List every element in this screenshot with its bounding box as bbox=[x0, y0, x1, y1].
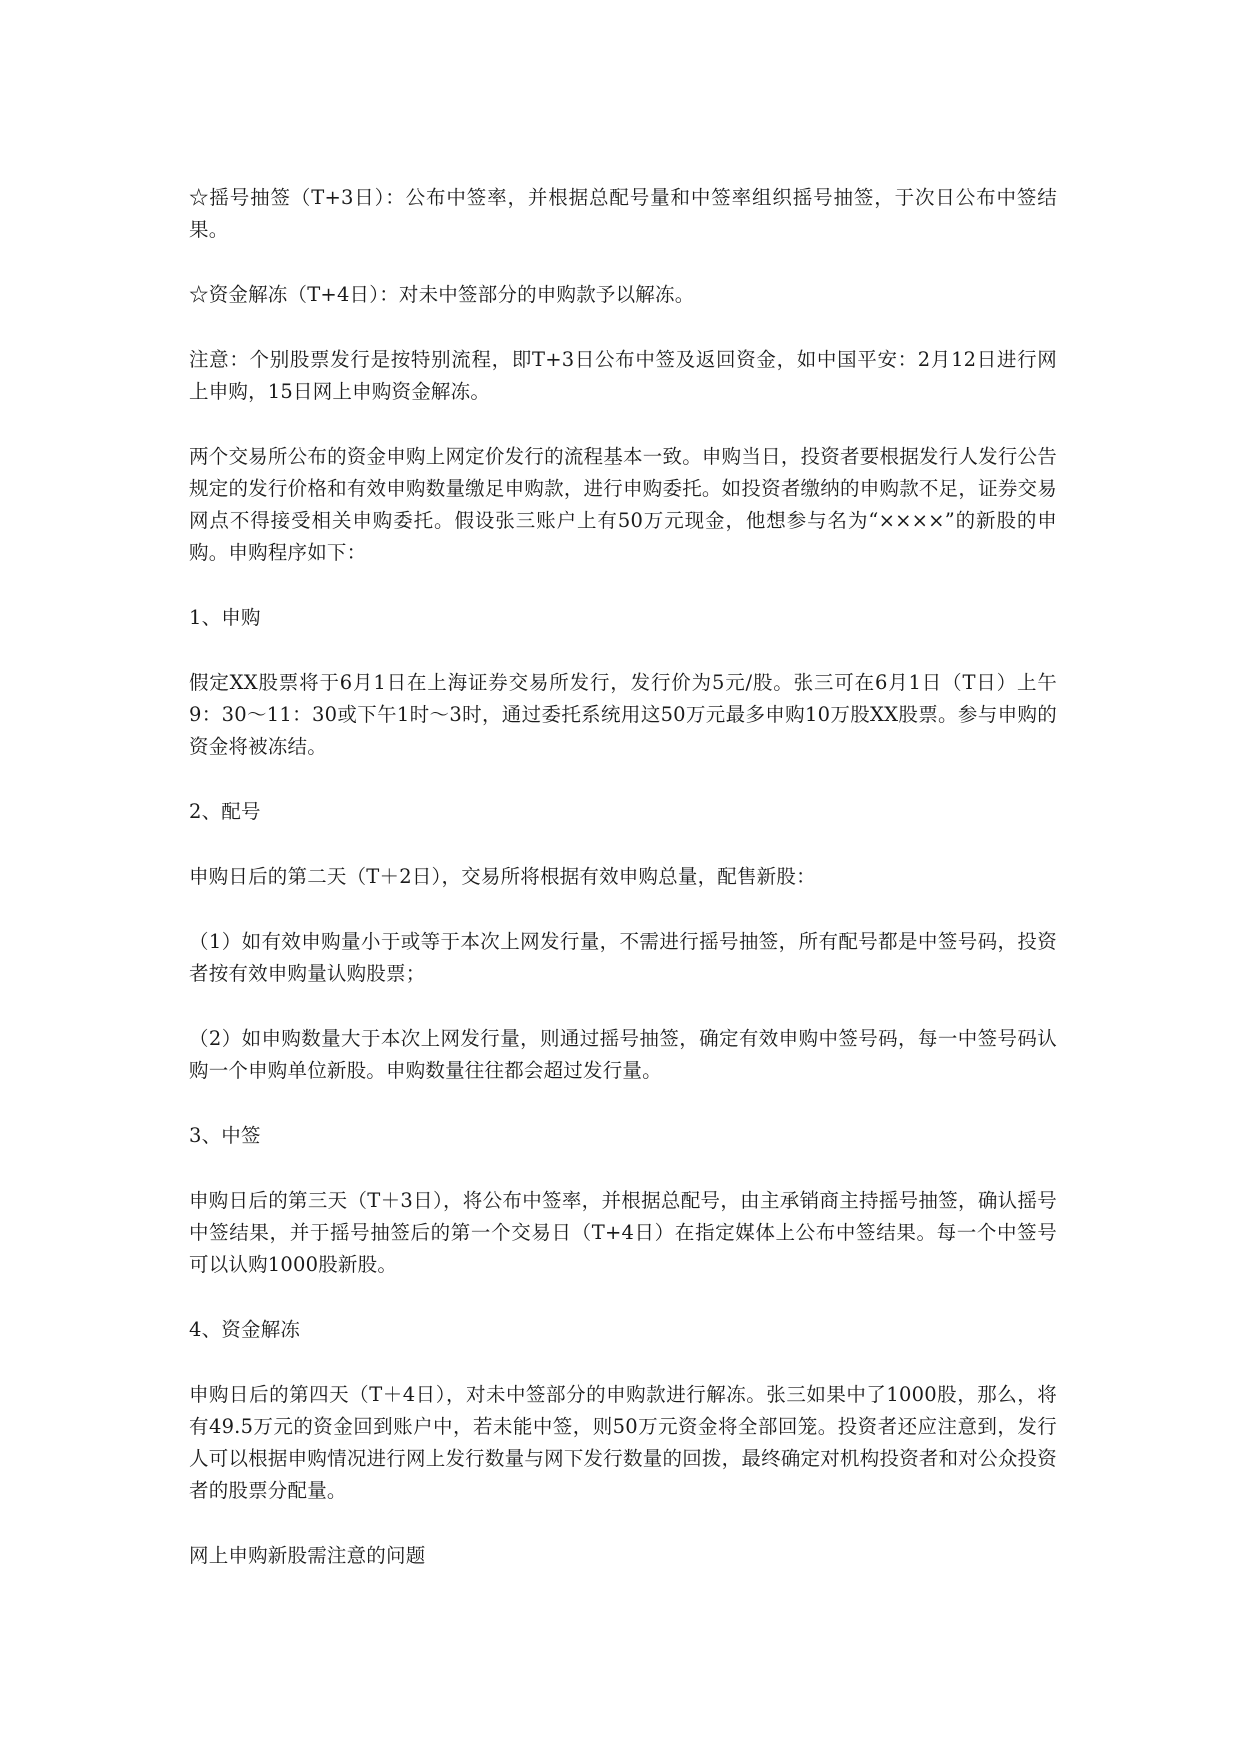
paragraph-subscribe-example: 假定XX股票将于6月1日在上海证券交易所发行，发行价为5元/股。张三可在6月1日（T日）上午9：30～11：30或下午1时～3时，通过委托系统用这50万元最多申购10万股XX股票。参与申购的资金将被冻结。 bbox=[189, 671, 1057, 758]
heading-allocation: 2、配号 bbox=[189, 800, 261, 823]
heading-subscribe: 1、申购 bbox=[189, 606, 261, 629]
paragraph-process-overview: 两个交易所公布的资金申购上网定价发行的流程基本一致。申购当日，投资者要根据发行人发行公告规定的发行价格和有效申购数量缴足申购款，进行申购委托。如投资者缴纳的申购款不足，证券交易网点不得接受相关申购委托。假设张三账户上有50万元现金，他想参与名为“××××”的新股的申购。申购程序如下： bbox=[189, 445, 1057, 564]
paragraph-allocation-case-1: （1）如有效申购量小于或等于本次上网发行量，不需进行摇号抽签，所有配号都是中签号码，投资者按有效申购量认购股票； bbox=[189, 930, 1057, 985]
paragraph-fund-unfreeze-detail: 申购日后的第四天（T＋4日），对未中签部分的申购款进行解冻。张三如果中了1000股，那么，将有49.5万元的资金回到账户中，若未能中签，则50万元资金将全部回笼。投资者还应注意到，发行人可以根据申购情况进行网上发行数量与网下发行数量的回拨，最终确定对机构投资者和对公众投资者的股票分配量。 bbox=[189, 1383, 1057, 1502]
paragraph-lottery-step: ☆摇号抽签（T+3日）：公布中签率，并根据总配号量和中签率组织摇号抽签，于次日公布中签结果。 bbox=[189, 186, 1057, 241]
heading-fund-unfreeze: 4、资金解冻 bbox=[189, 1318, 301, 1341]
paragraph-note: 注意：个别股票发行是按特别流程，即T+3日公布中签及返回资金，如中国平安：2月12日进行网上申购，15日网上申购资金解冻。 bbox=[189, 348, 1057, 403]
paragraph-allocation-intro: 申购日后的第二天（T＋2日），交易所将根据有效申购总量，配售新股： bbox=[189, 865, 816, 888]
document-body bbox=[189, 182, 1057, 1572]
paragraph-fund-unfreeze-step: ☆资金解冻（T+4日）：对未中签部分的申购款予以解冻。 bbox=[189, 283, 695, 306]
paragraph-winning-detail: 申购日后的第三天（T＋3日），将公布中签率，并根据总配号，由主承销商主持摇号抽签，确认摇号中签结果，并于摇号抽签后的第一个交易日（T+4日）在指定媒体上公布中签结果。每一个中签号可以认购1000股新股。 bbox=[189, 1189, 1057, 1276]
heading-online-subscription-issues: 网上申购新股需注意的问题 bbox=[189, 1544, 426, 1567]
paragraph-allocation-case-2: （2）如申购数量大于本次上网发行量，则通过摇号抽签，确定有效申购中签号码，每一中签号码认购一个申购单位新股。申购数量往往都会超过发行量。 bbox=[189, 1027, 1057, 1082]
heading-winning: 3、中签 bbox=[189, 1124, 261, 1147]
